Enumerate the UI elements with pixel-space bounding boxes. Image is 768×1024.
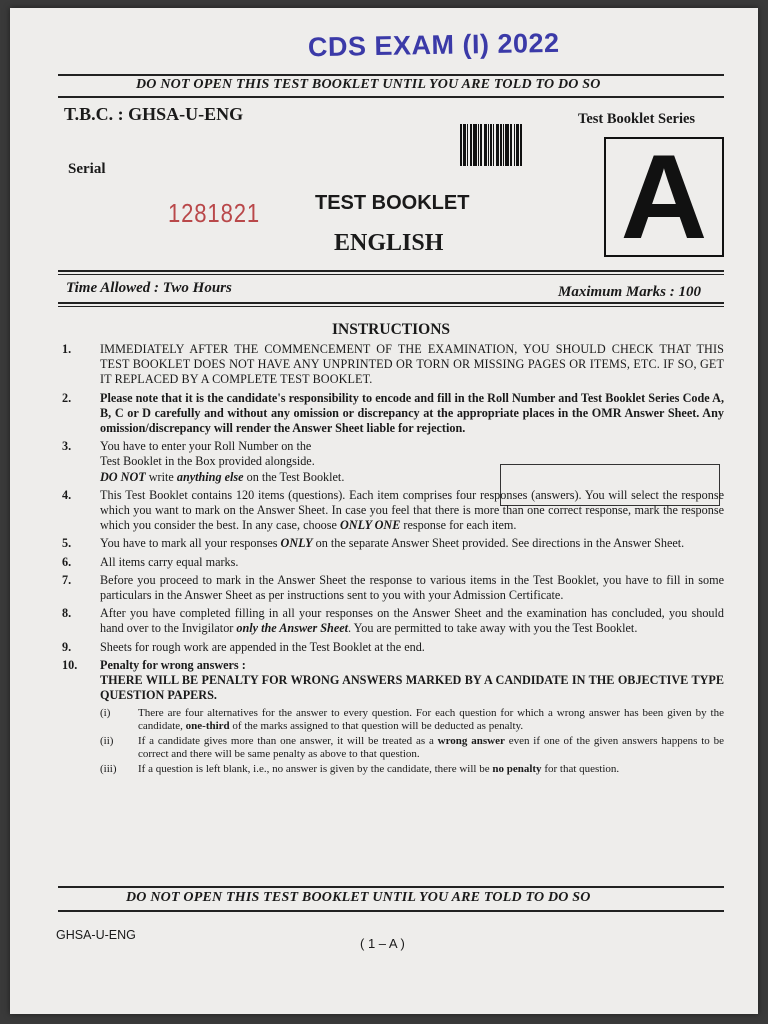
instructions-list [62,342,724,782]
series-letter: A [620,130,708,264]
instruction-item-penalty: 10. Penalty for wrong answers : THERE WILL BE PENALTY FOR WRONG ANSWERS MARKED BY A CANDIDATE IN THE OBJECTIVE TYPE QUESTION PAPERS. (i) There are four alternatives for the answer to every question. For each question for which a wrong answer has been given by the candidate, one-third of the marks assigned to that question will be deducted as penalty. (ii) If a candidate gives more than one answer, it will be treated as a wrong answer even if one of the given answers happens to be correct and there will be same penalty as above to that question. (iii) If a question is left blank, i.e., no answer is given by the candidate, there will be no penalty for that question. [62,657,724,776]
instruction-item: 2. Please note that it is the candidate's responsibility to encode and fill in the Roll Number and Test Booklet Series Code A, B, C or D carefully and without any omission or discrepancy at the appropriate places in the OMR Answer Sheet. Any omission/discrepancy will render the Answer Sheet liable for rejection. [62,390,724,436]
instruction-item: 1. IMMEDIATELY AFTER THE COMMENCEMENT OF THE EXAMINATION, YOU SHOULD CHECK THAT THIS TEST BOOKLET DOES NOT HAVE ANY UNPRINTED OR TORN OR MISSING PAGES OR ITEMS, ETC. IF SO, GET IT REPLACED BY A COMPLETE TEST BOOKLET. [62,342,724,387]
footer-code: GHSA-U-ENG [56,928,136,942]
time-allowed: Time Allowed : Two Hours [66,280,232,296]
penalty-subitem: (iii) If a question is left blank, i.e., no answer is given by the candidate, there will be no penalty for that question. [100,763,620,776]
top-rule [58,74,724,76]
series-label: Test Booklet Series [578,111,696,127]
series-box [604,130,724,264]
bottom-rule [58,886,724,888]
instructions-heading: INSTRUCTIONS [332,321,451,338]
instruction-item: 8. After you have completed filling in all your responses on the Answer Sheet and the examination has concluded, you should hand over to the Invigilator only the Answer Sheet. You are permitted to take away with you the Test Booklet. [62,606,724,636]
instruction-item: 4. This Test Booklet contains 120 items (questions). Each item comprises four responses (answers). You will select the response which you want to mark on the Answer Sheet. In case you feel that there is more than one correct response, mark the response which you consider the best. In any case, choose ONLY ONE response for each item. [62,487,724,533]
instruction-item: 6. All items carry equal marks. [62,554,239,569]
penalty-subitem: (ii) If a candidate gives more than one answer, it will be treated as a wrong answer even if one of the given answers happens to be correct and there will be same penalty as above to that question. [100,735,724,760]
bottom-warning-banner: DO NOT OPEN THIS TEST BOOKLET UNTIL YOU ARE TOLD TO DO SO [126,890,591,905]
maximum-marks: Maximum Marks : 100 [558,284,701,300]
penalty-subitem: (i) There are four alternatives for the answer to every question. For each question for which a wrong answer has been given by the candidate, one-third of the marks assigned to that question will be deducted as penalty. [100,707,724,732]
mid-rule-3 [58,302,724,304]
top-rule-2 [58,96,724,98]
top-warning-banner: DO NOT OPEN THIS TEST BOOKLET UNTIL YOU ARE TOLD TO DO SO [136,77,601,92]
bottom-rule-2 [58,910,724,912]
mid-rule-4 [58,306,724,307]
serial-label: Serial [68,161,106,177]
page-number: ( 1 – A ) [360,936,405,951]
instruction-item: 7. Before you proceed to mark in the Answer Sheet the response to various items in the Test Booklet, you have to fill in some particulars in the Answer Sheet as per instructions sent to you with your Admission Certificate. [62,572,724,603]
mid-rule-2 [58,274,724,275]
test-booklet-page [10,8,758,1014]
instruction-item: 5. You have to mark all your responses ONLY on the separate Answer Sheet provided. See directions in the Answer Sheet. [62,536,685,551]
tbc-code: T.B.C. : GHSA-U-ENG [64,104,244,124]
instruction-item: 3. You have to enter your Roll Number on the Test Booklet in the Box provided alongside. DO NOT write anything else on the Test Booklet. [62,439,345,484]
booklet-title: TEST BOOKLET [315,192,470,214]
mid-rule [58,270,724,272]
subject-title: ENGLISH [334,230,444,256]
barcode [460,124,540,166]
exam-stamp: CDS EXAM (I) 2022 [307,27,560,63]
instruction-item: 9. Sheets for rough work are appended in the Test Booklet at the end. [62,639,425,654]
serial-number: 1281821 [168,198,260,228]
